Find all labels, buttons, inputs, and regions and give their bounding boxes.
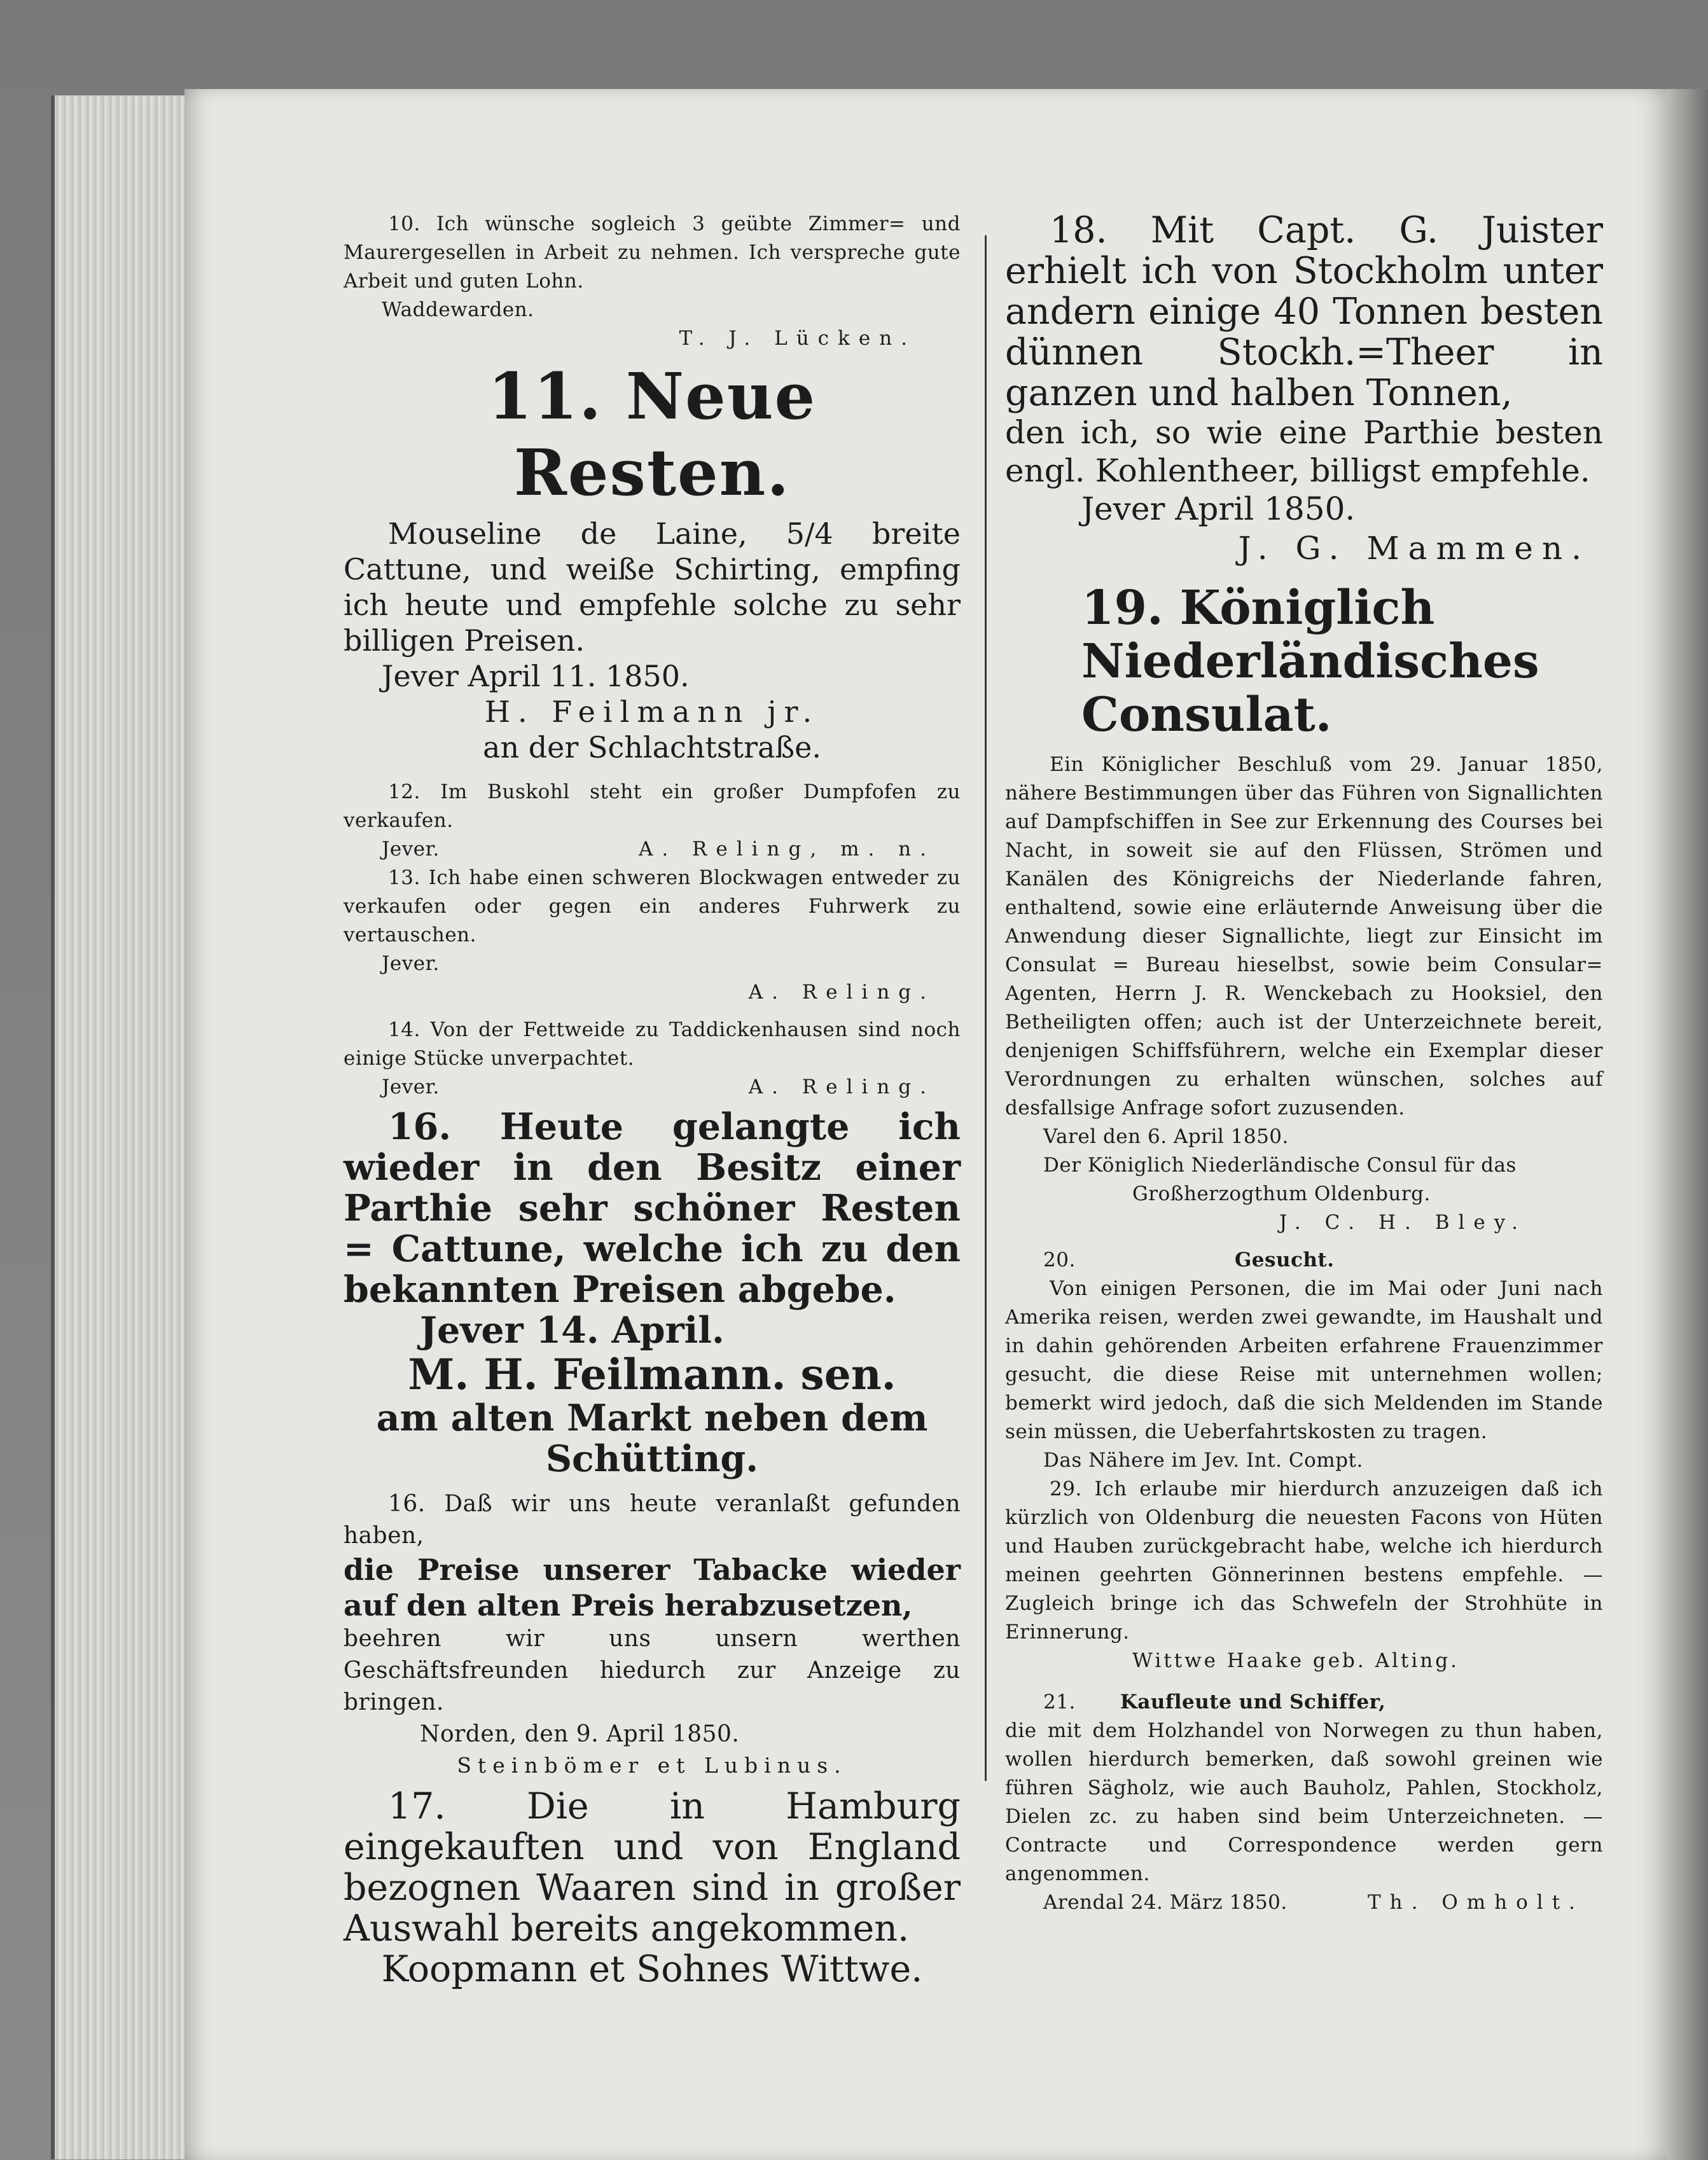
advert-20-heading: [1005, 1246, 1603, 1275]
advert-14-text: 14. Von der Fettweide zu Taddickenhausen sind noch einige Stücke unverpachtet.: [344, 1018, 961, 1070]
advert-17: [344, 1786, 961, 1990]
advert-21-date: Arendal 24. März 1850.: [1043, 1891, 1288, 1914]
advert-19: [1005, 581, 1603, 1237]
advert-19-date: Varel den 6. April 1850.: [1043, 1125, 1289, 1148]
advert-29: [1005, 1475, 1603, 1675]
advert-16-tabak: [344, 1488, 961, 1781]
advert-17-body: 17. Die in Hamburg eingekauften und von England bezognen Waaren sind in großer Auswahl bereits angekommen.: [344, 1785, 961, 1949]
advert-14-footer: [344, 1073, 961, 1102]
advert-20-body: Von einigen Personen, die im Mai oder Juni nach Amerika reisen, werden zwei gewandte, im Haushalt und in dahin gehörenden Arbeiten erfahrene Frauenzimmer gesucht, die diese Reise mit unternehmen wollen; bemerkt wird jedoch, daß die sich Meldenden im Stande sein müssen, die Ueberfahrtskosten zu tragen.: [1005, 1277, 1603, 1443]
advert-18-date: Jever April 1850.: [1081, 490, 1356, 527]
advert-21-title: Kaufleute und Schiffer,: [1120, 1691, 1386, 1713]
advert-11-date: Jever April 11. 1850.: [382, 659, 690, 693]
advert-12: [344, 778, 961, 864]
advert-21-number: 21.: [1043, 1691, 1076, 1713]
advert-20-number: 20.: [1043, 1249, 1076, 1271]
advert-18: [1005, 210, 1603, 569]
advert-12-signature: A. Reling, m. n.: [638, 838, 935, 861]
advert-11-body: Mouseline de Laine, 5/4 breite Cattune, und weiße Schirting, empfing ich heute und empfehle solche zu sehr billigen Preisen.: [344, 516, 961, 658]
advert-19-consul-region: Großherzogthum Oldenburg.: [1132, 1182, 1431, 1205]
advert-16-tabak-intro: 16. Daß wir uns heute veranlaßt gefunden haben,: [344, 1491, 961, 1549]
advert-19-title: 19. Königlich Niederländisches Consulat.: [1081, 581, 1539, 742]
advert-19-consul-line: Der Königlich Niederländische Consul für das: [1043, 1154, 1517, 1177]
advert-12-text: 12. Im Buskohl steht ein großer Dumpfofen zu verkaufen.: [344, 780, 961, 832]
advert-11: [344, 358, 961, 765]
right-column: [1005, 210, 1603, 1917]
advert-14: [344, 1016, 961, 1102]
advert-16-resten-address: am alten Markt neben dem Schütting.: [376, 1397, 928, 1480]
advert-10: [344, 210, 961, 353]
book-page-edges: [51, 95, 188, 2159]
advert-18-signature: J. G. Mammen.: [1238, 530, 1590, 567]
advert-16-tabak-signature: Steinbömer et Lubinus.: [457, 1753, 847, 1778]
advert-16-tabak-text: beehren wir uns unsern werthen Geschäftsfreunden hiedurch zur Anzeige zu bringen.: [344, 1626, 961, 1715]
advert-13: [344, 864, 961, 1007]
advert-10-place: Waddewarden.: [382, 298, 534, 321]
advert-12-footer: [344, 835, 961, 864]
advert-14-place: Jever.: [382, 1076, 440, 1098]
advert-13-signature: A. Reling.: [748, 981, 935, 1004]
advert-20-note: Das Nähere im Jev. Int. Compt.: [1043, 1449, 1363, 1472]
advert-11-address: an der Schlachtstraße.: [483, 730, 821, 765]
advert-21: [1005, 1688, 1603, 1917]
advert-16-resten: [344, 1107, 961, 1479]
advert-16-tabak-headline: die Preise unserer Tabacke wieder auf den alten Preis herabzusetzen,: [344, 1553, 961, 1623]
advert-11-title: 11. Neue Resten.: [487, 359, 817, 510]
advert-19-signature: J. C. H. Bley.: [1279, 1211, 1527, 1234]
advert-29-body: 29. Ich erlaube mir hierdurch anzuzeigen daß ich kürzlich von Oldenburg die neuesten Facons von Hüten und Hauben zurückgebracht habe, welche ich hierdurch meinen geehrten Gönnerinnen bestens empfehle. — Zugleich bringe ich das Schwefeln der Strohhüte in Erinnerung.: [1005, 1478, 1603, 1644]
advert-29-signature: Wittwe Haake geb. Alting.: [1132, 1649, 1459, 1672]
advert-13-place: Jever.: [382, 952, 440, 975]
advert-16-resten-date: Jever 14. April.: [420, 1309, 725, 1352]
advert-21-heading: [1005, 1688, 1603, 1717]
advert-14-signature: A. Reling.: [748, 1076, 935, 1098]
advert-11-signature: H. Feilmann jr.: [484, 695, 820, 729]
column-divider: [985, 235, 987, 1781]
advert-13-text: 13. Ich habe einen schweren Blockwagen entweder zu verkaufen oder gegen ein anderes Fuhrwerk zu vertauschen.: [344, 866, 961, 946]
advert-20-title: Gesucht.: [1234, 1249, 1335, 1271]
advert-21-footer: [1005, 1888, 1603, 1917]
advert-10-signature: T. J. Lücken.: [679, 327, 916, 350]
right-page-shadow: [1667, 89, 1708, 2160]
advert-17-signature: Koopmann et Sohnes Wittwe.: [381, 1948, 923, 1990]
advert-21-body: die mit dem Holzhandel von Norwegen zu thun haben, wollen hierdurch bemerken, daß sowohl greinen wie führen Sägholz, wie auch Bauholz, Pahlen, Stockholz, Dielen zc. zu haben sind beim Unterzeichneten. — Contracte und Correspondence werden gern angenommen.: [1005, 1719, 1603, 1885]
advert-19-body: Ein Königlicher Beschluß vom 29. Januar 1850, nähere Bestimmungen über das Führen von Signallichten auf Dampfschiffen in See zur Erkennung des Courses bei Nacht, in soweit sie auf den Flüssen, Strömen und Kanälen des Königreichs der Niederlande fahren, enthaltend, sowie eine erläuternde Anweisung über die Anwendung dieser Signallichte, liegt zur Einsicht im Consulat = Bureau hieselbst, sowie beim Consular= Agenten, Herrn J. R. Wenckebach zu Hooksiel, den Betheiligten offen; auch ist der Unterzeichnete bereit, denjenigen Schiffsführern, welche ein Exemplar dieser Verordnungen zu erhalten wünschen, solches auf desfallsige Anfrage sofort zuzusenden.: [1005, 753, 1603, 1119]
advert-10-text: 10. Ich wünsche sogleich 3 geübte Zimmer= und Maurergesellen in Arbeit zu nehmen. Ich verspreche gute Arbeit und guten Lohn.: [344, 212, 961, 293]
advert-20: [1005, 1246, 1603, 1475]
advert-16-resten-signature: M. H. Feilmann. sen.: [408, 1350, 896, 1399]
advert-16-tabak-date: Norden, den 9. April 1850.: [420, 1721, 740, 1747]
advert-18-lead: 18. Mit Capt. G. Juister erhielt ich von Stockholm unter andern einige 40 Tonnen besten dünnen Stockh.=Theer in ganzen und halben Tonnen,: [1005, 209, 1603, 414]
left-column: [344, 210, 961, 1990]
advert-18-tail: den ich, so wie eine Parthie besten engl. Kohlentheer, billigst empfehle.: [1005, 414, 1603, 489]
advert-16-resten-body: 16. Heute gelangte ich wieder in den Besitz einer Parthie sehr schöner Resten = Cattune, welche ich zu den bekannten Preisen abgebe.: [344, 1105, 961, 1311]
advert-12-place: Jever.: [382, 838, 440, 861]
advert-21-signature: Th. Omholt.: [1367, 1891, 1584, 1914]
